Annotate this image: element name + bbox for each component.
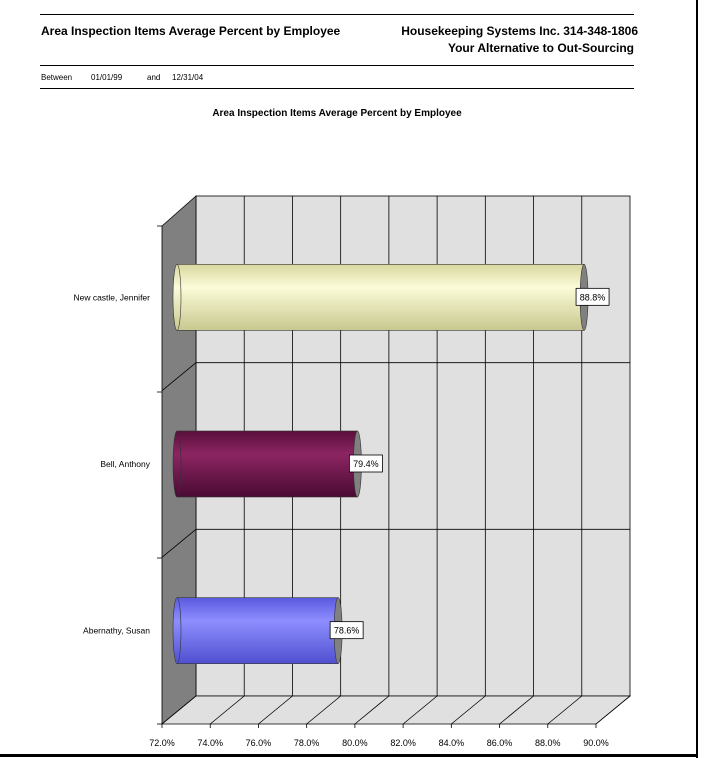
date-from: 01/01/99 [91, 73, 123, 82]
x-tick-label: 84.0% [438, 738, 465, 748]
report-title: Area Inspection Items Average Percent by Employee [41, 24, 341, 38]
bar-start-cap [173, 264, 181, 330]
bar-body [177, 431, 357, 497]
company-name: Housekeeping Systems Inc. 314-348-1806 [401, 24, 638, 38]
between-label: Between [41, 73, 73, 82]
x-tick-label: 78.0% [293, 738, 320, 748]
data-label: 79.4% [353, 459, 379, 469]
data-label: 88.8% [579, 292, 606, 303]
and-label: and [147, 73, 161, 82]
bar-body [177, 264, 584, 330]
chart-floor [162, 696, 630, 724]
x-tick-label: 90.0% [583, 738, 609, 748]
category-label: New castle, Jennifer [73, 292, 150, 303]
x-tick-label: 86.0% [486, 738, 513, 748]
x-tick-label: 76.0% [245, 738, 272, 748]
company-tagline: Your Alternative to Out-Sourcing [447, 41, 634, 55]
x-tick-label: 72.0% [149, 738, 175, 748]
bar-start-cap [173, 598, 181, 664]
x-tick-label: 80.0% [342, 738, 368, 748]
x-tick-label: 74.0% [197, 738, 223, 748]
data-label: 78.6% [333, 625, 360, 636]
chart-title: Area Inspection Items Average Percent by Employee [212, 108, 462, 119]
category-label: Bell, Anthony [100, 459, 150, 469]
bar-body [177, 598, 338, 664]
x-tick-label: 82.0% [390, 738, 416, 748]
category-label: Abernathy, Susan [83, 625, 150, 636]
date-to: 12/31/04 [172, 73, 204, 82]
x-tick-label: 88.0% [535, 738, 561, 748]
bar-start-cap [173, 431, 181, 497]
